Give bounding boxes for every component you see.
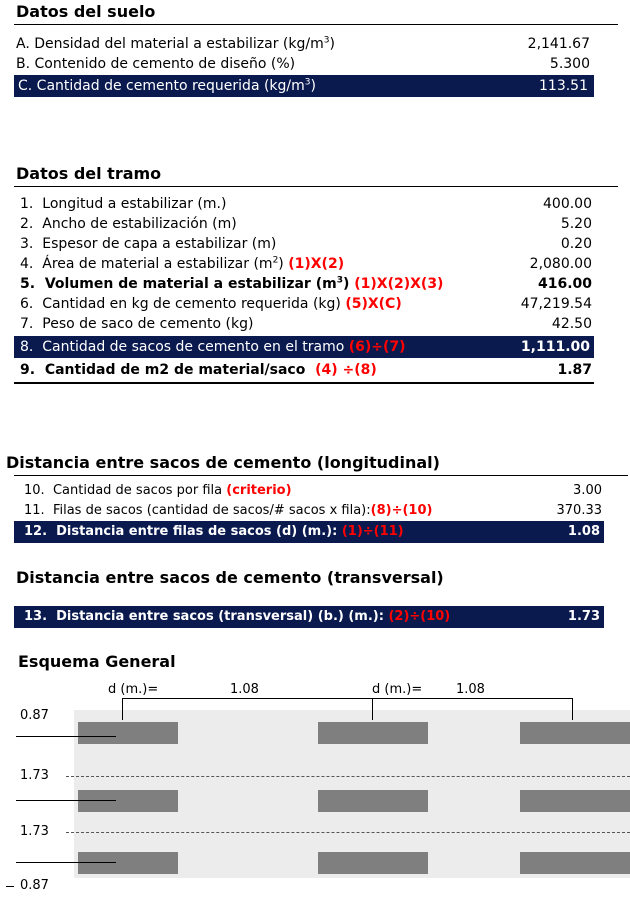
left-value: 1.73	[20, 768, 49, 783]
label: Cantidad de sacos de cemento en el tramo	[42, 339, 345, 355]
label: Distancia entre filas de sacos (d) (m.):	[56, 524, 338, 539]
formula: (8)÷(10)	[370, 503, 433, 518]
tramo-row-6	[20, 293, 592, 315]
label: Espesor de capa a estabilizar (m)	[42, 236, 277, 252]
cement-bag	[78, 790, 178, 812]
suelo-row-a	[16, 33, 590, 55]
divider	[14, 186, 618, 187]
d-value-1: 1.08	[230, 682, 259, 697]
divider	[14, 475, 628, 476]
sup: 3	[304, 77, 311, 88]
section-title-esquema: Esquema General	[18, 652, 176, 671]
value: 1.08	[567, 524, 600, 539]
tramo-row-5	[20, 273, 592, 295]
tramo-row-1	[20, 193, 592, 215]
tramo-row-8	[14, 336, 594, 358]
divider	[14, 24, 618, 25]
label: Distancia entre sacos (transversal) (b.) (m.):	[56, 609, 384, 624]
scheme-diagram	[0, 678, 630, 893]
label: Longitud a estabilizar (m.)	[42, 196, 227, 212]
num: 12.	[24, 524, 48, 539]
cement-bag	[520, 722, 630, 744]
long-row-11	[24, 500, 602, 522]
label-end: )	[310, 78, 316, 94]
formula: (2)÷(10)	[388, 609, 451, 624]
num: 2.	[20, 216, 34, 232]
d-value-2: 1.08	[456, 682, 485, 697]
value: 47,219.54	[520, 296, 592, 312]
label: Volumen de material a estabilizar (m	[44, 276, 337, 292]
tramo-row-4	[20, 253, 592, 275]
long-row-12	[14, 521, 604, 543]
label: Área de material a estabilizar (m	[42, 256, 273, 272]
long-row-10	[24, 480, 602, 502]
num: 10.	[24, 483, 45, 498]
label: Cantidad en kg de cemento requerida (kg)	[42, 296, 341, 312]
label: Filas de sacos (cantidad de sacos/# sacos x fila):	[52, 503, 371, 518]
divider	[14, 382, 594, 384]
value: 416.00	[537, 276, 592, 292]
cement-bag	[318, 790, 428, 812]
value: 5.300	[549, 56, 590, 72]
left-value: 0.87	[20, 708, 49, 723]
num: 7.	[20, 316, 34, 332]
suelo-row-c	[14, 75, 594, 97]
label: Cantidad de m2 de material/saco	[44, 362, 306, 378]
tramo-row-9	[20, 359, 592, 381]
value: 5.20	[560, 216, 592, 232]
trans-row-13	[14, 606, 604, 628]
bottom-tick	[6, 886, 14, 887]
label-end: )	[278, 256, 284, 272]
value: 370.33	[556, 503, 602, 518]
value: 42.50	[551, 316, 592, 332]
value: 2,141.67	[527, 36, 590, 52]
sup: 3	[336, 275, 343, 286]
value: 3.00	[573, 483, 602, 498]
label-end: )	[329, 36, 335, 52]
num: 13.	[24, 609, 48, 624]
num: 11.	[24, 503, 45, 518]
section-title-longitudinal: Distancia entre sacos de cemento (longitudinal)	[6, 453, 440, 472]
label: B. Contenido de cemento de diseño (%)	[16, 56, 296, 72]
label: Cantidad de sacos por fila	[52, 483, 223, 498]
formula: (5)X(C)	[345, 296, 402, 312]
dimension-tick	[372, 698, 373, 720]
left-value: 1.73	[20, 824, 49, 839]
section-title-tramo: Datos del tramo	[16, 164, 162, 183]
formula: (1)÷(11)	[341, 524, 404, 539]
num: 4.	[20, 256, 34, 272]
dimension-tick	[122, 698, 123, 720]
label: Ancho de estabilización (m)	[42, 216, 237, 232]
cement-bag	[520, 790, 630, 812]
value: 0.20	[560, 236, 592, 252]
cement-bag	[520, 852, 630, 874]
label: C. Cantidad de cemento requerida (kg/m	[18, 78, 305, 94]
bag-center-line	[16, 800, 116, 801]
dimension-line	[122, 698, 572, 699]
suelo-row-b	[16, 53, 590, 75]
cement-bag	[78, 722, 178, 744]
cement-bag	[78, 852, 178, 874]
dashed-line	[66, 776, 630, 777]
cement-bag	[318, 722, 428, 744]
sup: 2	[272, 255, 279, 266]
value: 400.00	[543, 196, 592, 212]
left-value: 0.87	[20, 878, 49, 893]
bag-center-line	[16, 736, 116, 737]
dashed-line	[66, 832, 630, 833]
dimension-tick	[572, 698, 573, 720]
num: 9.	[20, 362, 36, 378]
value: 1.73	[567, 609, 600, 624]
value: 1,111.00	[520, 339, 590, 355]
value: 1.87	[557, 362, 592, 378]
num: 1.	[20, 196, 34, 212]
formula: (criterio)	[226, 483, 292, 498]
label: Peso de saco de cemento (kg)	[42, 316, 254, 332]
value: 113.51	[539, 78, 588, 94]
num: 8.	[20, 339, 34, 355]
section-title-transversal: Distancia entre sacos de cemento (transversal)	[16, 568, 444, 587]
formula: (4) ÷(8)	[315, 362, 377, 378]
label: A. Densidad del material a estabilizar (kg/m	[16, 36, 324, 52]
formula: (6)÷(7)	[348, 339, 406, 355]
tramo-row-7	[20, 313, 592, 335]
sup: 3	[323, 35, 330, 46]
tramo-row-2	[20, 213, 592, 235]
num: 5.	[20, 276, 36, 292]
formula: (1)X(2)	[288, 256, 345, 272]
num: 6.	[20, 296, 34, 312]
label-end: )	[342, 276, 350, 292]
value: 2,080.00	[529, 256, 592, 272]
d-label-1: d (m.)=	[108, 682, 159, 697]
formula: (1)X(2)X(3)	[354, 276, 444, 292]
tramo-row-3	[20, 233, 592, 255]
num: 3.	[20, 236, 34, 252]
bag-center-line	[16, 862, 116, 863]
d-label-2: d (m.)=	[372, 682, 423, 697]
section-title-suelo: Datos del suelo	[16, 2, 156, 21]
cement-bag	[318, 852, 428, 874]
